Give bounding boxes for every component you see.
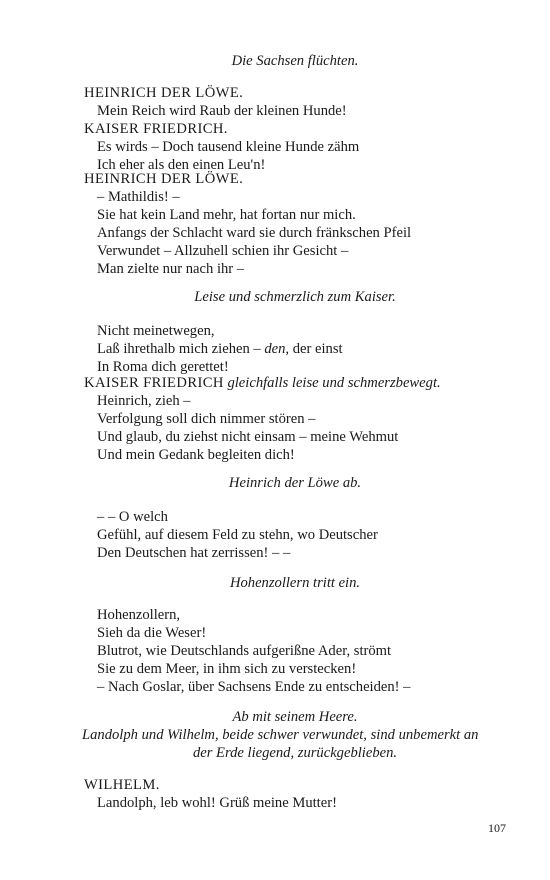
verse-line: In Roma dich gerettet! — [97, 359, 229, 375]
verse-line: Sie hat kein Land mehr, hat fortan nur mich. — [97, 207, 356, 223]
verse-line: – Nach Goslar, über Sachsens Ende zu entscheiden! – — [97, 679, 411, 695]
verse-line: Mein Reich wird Raub der kleinen Hunde! — [97, 103, 347, 119]
verse-line: Sie zu dem Meer, in ihm sich zu verstecken! — [97, 661, 357, 677]
speaker-name: HEINRICH DER LÖWE. — [84, 171, 244, 187]
stage-direction: Leise und schmerzlich zum Kaiser. — [194, 289, 396, 305]
verse-line: Gefühl, auf diesem Feld zu stehn, wo Deutscher — [97, 527, 378, 543]
stage-direction: der Erde liegend, zurückgeblieben. — [192, 745, 398, 761]
speaker-direction: gleichfalls leise und schmerzbewegt. — [227, 375, 441, 391]
verse-line: Hohenzollern, — [97, 607, 181, 623]
speaker-name: WILHELM. — [84, 777, 160, 793]
verse-text: Laß ihrethalb mich ziehen – — [97, 341, 265, 357]
verse-line: – – O welch — [97, 509, 168, 525]
speaker-name: HEINRICH DER LÖWE. — [84, 85, 244, 101]
verse-line: Nicht meinetwegen, — [97, 323, 215, 339]
verse-line: Und mein Gedank begleiten dich! — [97, 447, 295, 463]
verse-line: Es wirds – Doch tausend kleine Hunde zähm — [97, 139, 360, 155]
verse-line: Verfolgung soll dich nimmer stören – — [97, 411, 316, 427]
verse-line: Den Deutschen hat zerrissen! – – — [97, 545, 291, 561]
verse-line: Und glaub, du ziehst nicht einsam – meine Wehmut — [97, 429, 399, 445]
verse-line — [97, 340, 343, 358]
verse-line: – Mathildis! – — [97, 189, 180, 205]
verse-line: Blutrot, wie Deutschlands aufgerißne Ader, strömt — [97, 643, 392, 659]
verse-line: Man zielte nur nach ihr – — [97, 261, 245, 277]
verse-text: der einst — [289, 341, 343, 357]
stage-direction: Ab mit seinem Heere. — [232, 709, 358, 725]
speaker-label: KAISER FRIEDRICH — [84, 375, 224, 391]
stage-direction: Heinrich der Löwe ab. — [228, 475, 362, 491]
stage-direction: Die Sachsen flüchten. — [231, 53, 359, 69]
verse-line: Heinrich, zieh – — [97, 393, 191, 409]
emphasis-text: den, — [264, 341, 290, 357]
verse-line: Anfangs der Schlacht ward sie durch fränkschen Pfeil — [97, 225, 412, 241]
verse-line: Verwundet – Allzuhell schien ihr Gesicht – — [97, 243, 349, 259]
verse-line: Sieh da die Weser! — [97, 625, 207, 641]
stage-direction: Landolph und Wilhelm, beide schwer verwundet, sind unbemerkt an — [82, 727, 479, 743]
page-number: 107 — [488, 821, 506, 835]
verse-line: Landolph, leb wohl! Grüß meine Mutter! — [97, 795, 337, 811]
speaker-name: KAISER FRIEDRICH. — [84, 121, 228, 137]
verse-line: Ich eher als den einen Leu'n! — [97, 157, 266, 173]
speaker-name — [84, 374, 441, 392]
stage-direction: Hohenzollern tritt ein. — [229, 575, 361, 591]
